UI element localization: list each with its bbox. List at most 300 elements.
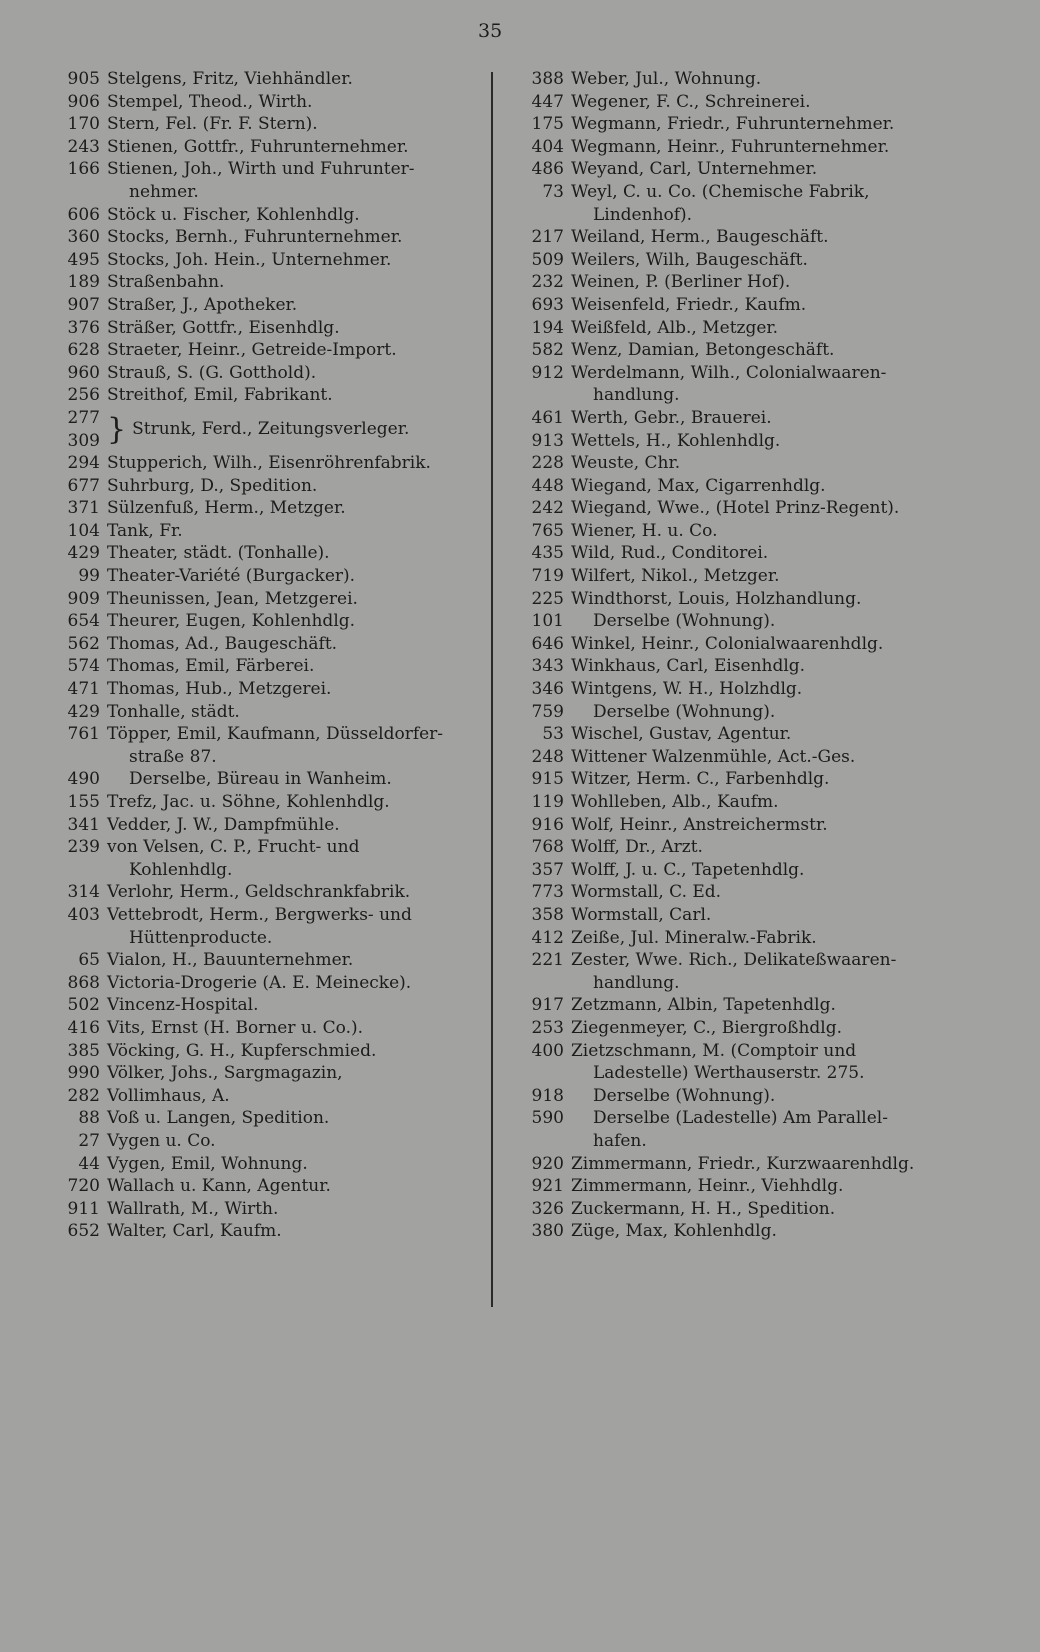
entry-line: Weilers, Wilh, Baugeschäft. <box>571 249 808 270</box>
entry-number: 170 <box>67 114 100 135</box>
entry-line: Wiener, H. u. Co. <box>571 520 718 541</box>
entry-number: 693 <box>531 294 564 315</box>
entry-text <box>571 949 952 994</box>
entry-number: 53 <box>542 724 564 745</box>
directory-entry <box>48 542 488 565</box>
directory-entry <box>48 723 488 768</box>
entry-number: 646 <box>531 633 564 654</box>
entry-text <box>107 475 488 498</box>
entry-line: Zietzschmann, M. (Comptoir und <box>571 1040 857 1061</box>
directory-entry <box>512 746 952 769</box>
entry-text <box>571 136 952 159</box>
entry-number: 73 <box>542 181 564 202</box>
entry-number: 905 <box>67 69 100 89</box>
entry-text <box>107 904 488 949</box>
entry-line: Wiegand, Max, Cigarrenhdlg. <box>571 475 826 496</box>
directory-entry <box>48 881 488 904</box>
entry-line: Stöck u. Fischer, Kohlenhdlg. <box>107 204 360 225</box>
entry-number: 44 <box>78 1153 100 1174</box>
entry-text <box>107 588 488 611</box>
directory-entry <box>48 91 488 114</box>
entry-text <box>107 158 488 203</box>
entry-number: 918 <box>531 1085 564 1106</box>
entry-line: Wittener Walzenmühle, Act.-Ges. <box>571 746 856 767</box>
entry-number: 916 <box>531 814 564 835</box>
entry-number: 309 <box>67 430 100 451</box>
entry-text <box>571 768 952 791</box>
entry-number: 88 <box>78 1108 100 1129</box>
entry-number: 768 <box>531 837 564 858</box>
entry-text <box>571 701 952 724</box>
directory-entry <box>512 701 952 724</box>
entry-line: Weyand, Carl, Unternehmer. <box>571 159 818 180</box>
entry-line: Straeter, Heinr., Getreide-Import. <box>107 340 397 361</box>
entry-line: Wallrath, M., Wirth. <box>107 1198 279 1219</box>
entry-line: Weuste, Chr. <box>571 453 681 474</box>
entry-text <box>571 927 952 950</box>
entry-number: 915 <box>531 769 564 790</box>
directory-entry <box>512 1107 952 1152</box>
entry-number: 909 <box>67 588 100 609</box>
entry-numbers <box>48 407 107 452</box>
entry-text <box>132 418 488 441</box>
directory-entry <box>48 1198 488 1221</box>
entry-line: Stocks, Joh. Hein., Unternehmer. <box>107 249 392 270</box>
entry-text <box>571 317 952 340</box>
directory-entry <box>512 836 952 859</box>
entry-number: 248 <box>531 746 564 767</box>
entry-text <box>107 91 488 114</box>
entry-line: Vedder, J. W., Dampfmühle. <box>107 814 340 835</box>
entry-number: 448 <box>531 475 564 496</box>
entry-line: Wegmann, Heinr., Fuhrunternehmer. <box>571 136 890 157</box>
directory-entry <box>512 1153 952 1176</box>
entry-number: 429 <box>67 543 100 564</box>
entry-number: 225 <box>531 588 564 609</box>
entry-text <box>571 452 952 475</box>
entry-line: Wischel, Gustav, Agentur. <box>571 724 792 745</box>
directory-entry <box>48 1220 488 1243</box>
entry-text <box>107 1107 488 1130</box>
entry-text <box>107 249 488 272</box>
entry-text <box>107 633 488 656</box>
directory-entry <box>48 949 488 972</box>
entry-number: 253 <box>531 1017 564 1038</box>
directory-entry <box>512 68 952 91</box>
entry-text <box>571 859 952 882</box>
entry-line: Weiland, Herm., Baugeschäft. <box>571 227 829 248</box>
entry-text <box>571 407 952 430</box>
entry-text <box>571 430 952 453</box>
directory-entry <box>512 542 952 565</box>
entry-number: 495 <box>67 249 100 270</box>
entry-text <box>571 565 952 588</box>
entry-line: Weisenfeld, Friedr., Kaufm. <box>571 294 807 315</box>
entry-number: 343 <box>531 656 564 677</box>
entry-number: 907 <box>67 294 100 315</box>
entry-number: 461 <box>531 407 564 428</box>
directory-entry <box>48 1040 488 1063</box>
entry-line: Tank, Fr. <box>107 520 183 541</box>
entry-text <box>107 678 488 701</box>
directory-entry <box>512 859 952 882</box>
entry-line: Theurer, Eugen, Kohlenhdlg. <box>107 611 356 632</box>
entry-text <box>571 68 952 91</box>
directory-entry <box>512 294 952 317</box>
directory-entry <box>48 1153 488 1176</box>
directory-entry <box>512 452 952 475</box>
entry-line: Wettels, H., Kohlenhdlg. <box>571 430 781 451</box>
entry-number: 358 <box>531 904 564 925</box>
entry-line: Vettebrodt, Herm., Bergwerks- und <box>107 904 412 925</box>
entry-number: 400 <box>531 1040 564 1061</box>
entry-number: 990 <box>67 1063 100 1084</box>
entry-line: Weinen, P. (Berliner Hof). <box>571 272 791 293</box>
entry-number: 65 <box>78 950 100 971</box>
entry-number: 104 <box>67 520 100 541</box>
entry-line: Vygen u. Co. <box>107 1130 216 1151</box>
entry-number: 628 <box>67 340 100 361</box>
directory-entry <box>48 701 488 724</box>
entry-text <box>107 362 488 385</box>
directory-entry <box>512 881 952 904</box>
entry-text <box>107 271 488 294</box>
entry-number: 228 <box>531 453 564 474</box>
entry-continuation: straße 87. <box>129 746 217 767</box>
entry-line: Vygen, Emil, Wohnung. <box>107 1153 308 1174</box>
entry-number: 720 <box>67 1176 100 1197</box>
entry-number: 590 <box>531 1108 564 1129</box>
entry-text <box>571 1153 952 1176</box>
entry-text <box>571 339 952 362</box>
entry-line: Wiegand, Wwe., (Hotel Prinz-Regent). <box>571 498 900 519</box>
directory-entry <box>48 226 488 249</box>
entry-line: Winkel, Heinr., Colonialwaarenhdlg. <box>571 633 884 654</box>
directory-entry <box>48 339 488 362</box>
entry-continuation: Lindenhof). <box>593 204 693 225</box>
entry-text <box>107 655 488 678</box>
entry-text <box>107 1198 488 1221</box>
entry-line: Zimmermann, Friedr., Kurzwaarenhdlg. <box>571 1153 915 1174</box>
entry-line: Witzer, Herm. C., Farbenhdlg. <box>571 769 830 790</box>
entry-continuation: Kohlenhdlg. <box>129 859 233 880</box>
entry-line: Sträßer, Gottfr., Eisenhdlg. <box>107 317 340 338</box>
directory-entry <box>512 158 952 181</box>
entry-text <box>107 317 488 340</box>
entry-text <box>107 136 488 159</box>
entry-number: 217 <box>531 227 564 248</box>
right-column <box>512 68 952 1243</box>
directory-entry <box>512 113 952 136</box>
directory-entry <box>48 814 488 837</box>
entry-number: 773 <box>531 882 564 903</box>
entry-text <box>571 1198 952 1221</box>
entry-number: 155 <box>67 792 100 812</box>
entry-line: Theater-Variété (Burgacker). <box>107 566 356 587</box>
entry-text <box>107 701 488 724</box>
entry-number: 502 <box>67 995 100 1016</box>
entry-line: Vialon, H., Bauunternehmer. <box>107 950 354 971</box>
entry-line: Victoria-Drogerie (A. E. Meinecke). <box>107 972 412 993</box>
directory-entry <box>48 497 488 520</box>
entry-line: Derselbe, Büreau in Wanheim. <box>129 769 392 790</box>
entry-text <box>571 678 952 701</box>
directory-entry <box>48 904 488 949</box>
entry-text <box>571 746 952 769</box>
left-column <box>48 68 488 1243</box>
entry-line: Zuckermann, H. H., Spedition. <box>571 1198 836 1219</box>
entry-line: Wenz, Damian, Betongeschäft. <box>571 340 835 361</box>
entry-number: 371 <box>67 498 100 519</box>
directory-entry <box>48 68 488 91</box>
directory-entry <box>512 814 952 837</box>
entry-text <box>107 949 488 972</box>
entry-number: 357 <box>531 859 564 880</box>
entry-text <box>107 768 488 791</box>
entry-text <box>571 158 952 181</box>
entry-text <box>571 994 952 1017</box>
entry-number: 562 <box>67 633 100 654</box>
entry-text <box>107 881 488 904</box>
entry-line: Stern, Fel. (Fr. F. Stern). <box>107 114 318 135</box>
directory-entry <box>512 927 952 950</box>
entry-text <box>571 113 952 136</box>
entry-text <box>107 113 488 136</box>
entry-number: 232 <box>531 272 564 293</box>
entry-number: 380 <box>531 1221 564 1242</box>
entry-number: 471 <box>67 679 100 700</box>
entry-line: Völker, Johs., Sargmagazin, <box>107 1063 343 1084</box>
entry-line: Straßer, J., Apotheker. <box>107 294 298 315</box>
entry-line: Strauß, S. (G. Gotthold). <box>107 362 317 383</box>
entry-line: Suhrburg, D., Spedition. <box>107 475 318 496</box>
entry-number: 490 <box>67 769 100 790</box>
entry-line: Wolf, Heinr., Anstreichermstr. <box>571 814 828 835</box>
directory-entry <box>512 226 952 249</box>
entry-line: Zester, Wwe. Rich., Delikateßwaaren- <box>571 950 897 971</box>
page-number: 35 <box>478 20 503 42</box>
entry-text <box>571 475 952 498</box>
entry-number: 403 <box>67 904 100 925</box>
directory-entry <box>512 497 952 520</box>
directory-entry <box>48 655 488 678</box>
entry-text <box>107 520 488 543</box>
entry-number: 239 <box>67 837 100 858</box>
directory-entry <box>48 678 488 701</box>
entry-text <box>571 542 952 565</box>
entry-continuation: handlung. <box>593 972 680 993</box>
directory-entry <box>512 362 952 407</box>
entry-text <box>571 904 952 927</box>
entry-text <box>107 294 488 317</box>
directory-entry <box>512 1198 952 1221</box>
entry-text <box>571 588 952 611</box>
entry-number: 435 <box>531 543 564 564</box>
directory-entry <box>48 520 488 543</box>
directory-entry <box>512 271 952 294</box>
directory-entry <box>512 1040 952 1085</box>
entry-number: 920 <box>531 1153 564 1174</box>
entry-line: Wolff, Dr., Arzt. <box>571 837 703 858</box>
directory-entry <box>512 768 952 791</box>
entry-line: Werdelmann, Wilh., Colonialwaaren- <box>571 362 887 383</box>
entry-text <box>571 881 952 904</box>
entry-text <box>571 1085 952 1108</box>
entry-text <box>107 723 488 768</box>
directory-entry <box>512 588 952 611</box>
entry-line: Windthorst, Louis, Holzhandlung. <box>571 588 862 609</box>
directory-entry <box>48 158 488 203</box>
entry-number: 719 <box>531 566 564 587</box>
entry-line: Vincenz-Hospital. <box>107 995 259 1016</box>
entry-number: 412 <box>531 927 564 948</box>
directory-entry <box>512 791 952 814</box>
entry-text <box>107 339 488 362</box>
directory-entry <box>48 768 488 791</box>
entry-number: 917 <box>531 995 564 1016</box>
directory-entry <box>512 610 952 633</box>
entry-line: Wintgens, W. H., Holzhdlg. <box>571 679 803 700</box>
entry-continuation: handlung. <box>593 385 680 406</box>
directory-entry <box>512 91 952 114</box>
entry-line: Züge, Max, Kohlenhdlg. <box>571 1221 777 1242</box>
entry-number: 960 <box>67 362 100 383</box>
entry-line: Weber, Jul., Wohnung. <box>571 69 762 89</box>
entry-line: Wild, Rud., Conditorei. <box>571 543 769 564</box>
entry-line: Theater, städt. (Tonhalle). <box>107 543 330 564</box>
entry-number: 175 <box>531 114 564 135</box>
directory-entry <box>48 1130 488 1153</box>
entry-line: Stupperich, Wilh., Eisenröhrenfabrik. <box>107 453 431 474</box>
entry-line: Derselbe (Wohnung). <box>593 1085 776 1106</box>
entry-number: 101 <box>531 611 564 632</box>
entry-text <box>571 181 952 226</box>
entry-text <box>107 1017 488 1040</box>
entry-line: Zeiße, Jul. Mineralw.-Fabrik. <box>571 927 817 948</box>
entry-number: 759 <box>531 701 564 722</box>
entry-number: 326 <box>531 1198 564 1219</box>
entry-text <box>571 520 952 543</box>
directory-entry <box>48 588 488 611</box>
entry-text <box>107 1040 488 1063</box>
entry-line: Stocks, Bernh., Fuhrunternehmer. <box>107 227 403 248</box>
entry-number: 761 <box>67 724 100 745</box>
directory-entry <box>512 339 952 362</box>
entry-text <box>107 1220 488 1243</box>
directory-entry <box>512 904 952 927</box>
entry-line: Stienen, Gottfr., Fuhrunternehmer. <box>107 136 409 157</box>
entry-line: Wormstall, C. Ed. <box>571 882 722 903</box>
entry-line: Streithof, Emil, Fabrikant. <box>107 385 333 406</box>
entry-text <box>107 836 488 881</box>
directory-entry <box>48 475 488 498</box>
entry-text <box>571 1040 952 1085</box>
entry-text <box>107 68 488 91</box>
directory-entry <box>48 384 488 407</box>
entry-line: von Velsen, C. P., Frucht- und <box>107 837 360 858</box>
entry-line: Winkhaus, Carl, Eisenhdlg. <box>571 656 806 677</box>
entry-line: Strunk, Ferd., Zeitungsverleger. <box>132 419 410 440</box>
entry-text <box>107 565 488 588</box>
entry-number: 486 <box>531 159 564 180</box>
entry-number: 913 <box>531 430 564 451</box>
directory-entry <box>48 1175 488 1198</box>
entry-text <box>107 1175 488 1198</box>
entry-number: 654 <box>67 611 100 632</box>
entry-number: 416 <box>67 1017 100 1038</box>
entry-line: Tonhalle, städt. <box>107 701 240 722</box>
entry-text <box>107 610 488 633</box>
entry-number: 912 <box>531 362 564 383</box>
directory-entry <box>512 678 952 701</box>
entry-number: 606 <box>67 204 100 225</box>
entry-text <box>107 1130 488 1153</box>
entry-number: 166 <box>67 159 100 180</box>
entry-line: Stelgens, Fritz, Viehhändler. <box>107 69 353 89</box>
directory-entry <box>48 633 488 656</box>
directory-entry <box>512 994 952 1017</box>
entry-line: Straßenbahn. <box>107 272 225 293</box>
directory-entry <box>48 565 488 588</box>
entry-continuation: hafen. <box>593 1130 647 1151</box>
entry-text <box>107 972 488 995</box>
entry-number: 404 <box>531 136 564 157</box>
entry-number: 341 <box>67 814 100 835</box>
entry-number: 765 <box>531 520 564 541</box>
entry-text <box>107 791 488 814</box>
entry-text <box>571 497 952 520</box>
directory-entry <box>48 294 488 317</box>
entry-text <box>107 542 488 565</box>
directory-entry <box>48 136 488 159</box>
entry-line: Thomas, Emil, Färberei. <box>107 656 315 677</box>
entry-line: Vöcking, G. H., Kupferschmied. <box>107 1040 377 1061</box>
entry-number: 652 <box>67 1221 100 1242</box>
entry-number: 911 <box>67 1198 100 1219</box>
entry-text <box>571 362 952 407</box>
entry-text <box>571 226 952 249</box>
entry-line: Theunissen, Jean, Metzgerei. <box>107 588 358 609</box>
directory-entry <box>48 407 488 452</box>
entry-line: Stempel, Theod., Wirth. <box>107 91 313 112</box>
entry-number: 868 <box>67 972 100 993</box>
entry-line: Weißfeld, Alb., Metzger. <box>571 317 779 338</box>
directory-entry <box>512 655 952 678</box>
entry-line: Weyl, C. u. Co. (Chemische Fabrik, <box>571 181 870 202</box>
entry-line: Derselbe (Wohnung). <box>593 701 776 722</box>
entry-text <box>107 452 488 475</box>
directory-entry <box>48 452 488 475</box>
entry-text <box>571 91 952 114</box>
directory-entry <box>512 407 952 430</box>
entry-number: 906 <box>67 91 100 112</box>
directory-entry <box>48 972 488 995</box>
entry-number: 360 <box>67 227 100 248</box>
entry-line: Wegener, F. C., Schreinerei. <box>571 91 811 112</box>
entry-number: 314 <box>67 882 100 903</box>
entry-number: 277 <box>67 407 100 428</box>
entry-line: Wegmann, Friedr., Fuhrunternehmer. <box>571 114 895 135</box>
entry-number: 385 <box>67 1040 100 1061</box>
directory-entry <box>48 113 488 136</box>
entry-text <box>571 1220 952 1243</box>
entry-text <box>107 204 488 227</box>
directory-entry <box>512 520 952 543</box>
directory-entry <box>48 1085 488 1108</box>
entry-continuation: Hüttenproducte. <box>129 927 273 948</box>
entry-line: Voß u. Langen, Spedition. <box>107 1108 330 1129</box>
entry-line: Wallach u. Kann, Agentur. <box>107 1176 331 1197</box>
